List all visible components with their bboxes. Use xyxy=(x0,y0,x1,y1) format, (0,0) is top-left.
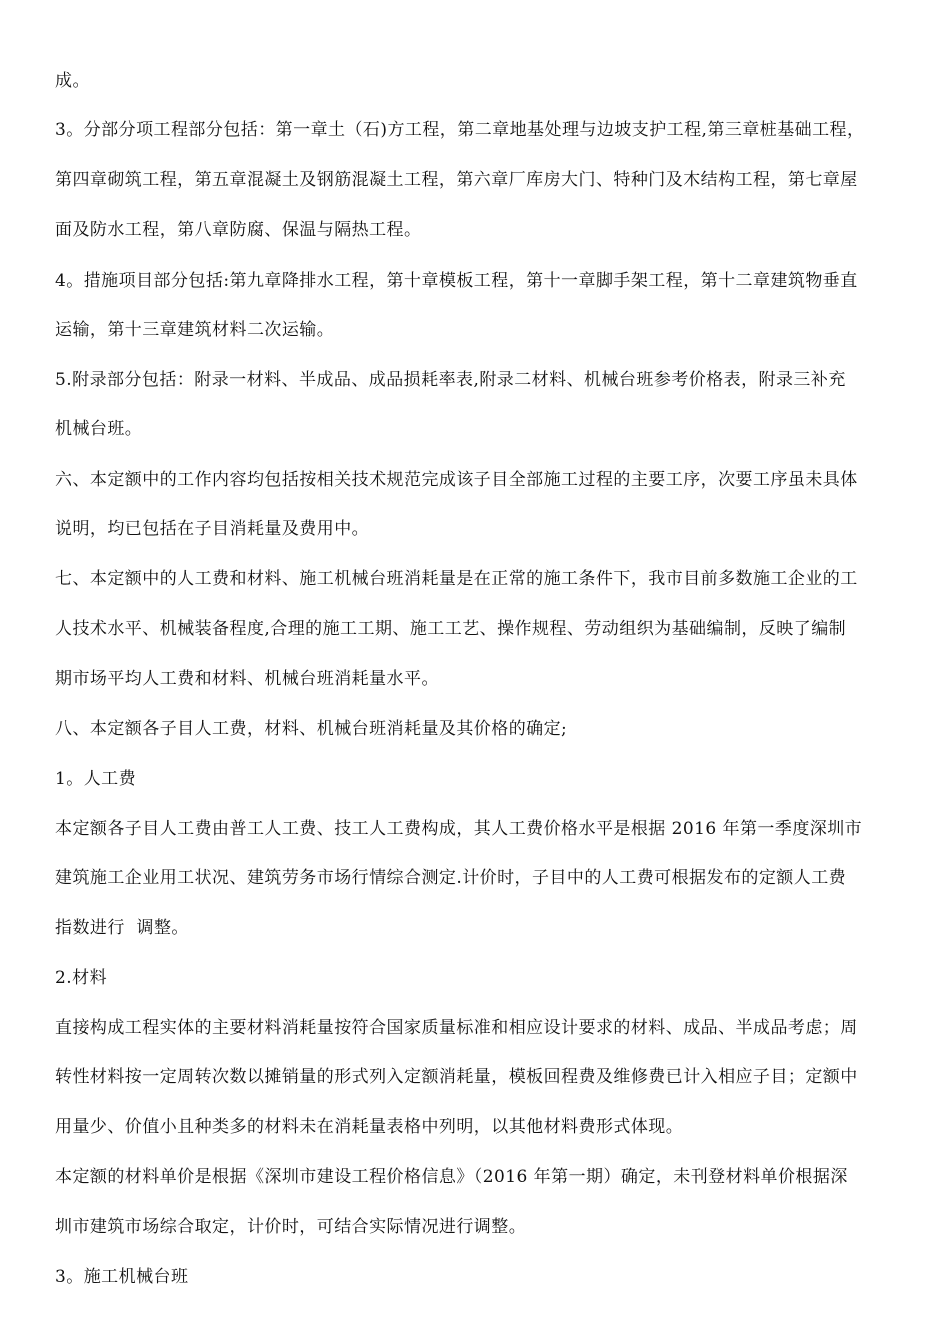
text-line: 八、本定额各子目人工费，材料、机械台班消耗量及其价格的确定; xyxy=(55,719,568,739)
text-line: 1。人工费 xyxy=(55,769,137,789)
text-line: 直接构成工程实体的主要材料消耗量按符合国家质量标准和相应设计要求的材料、成品、半成品考虑；周 xyxy=(55,1018,858,1038)
text-line: 说明，均已包括在子目消耗量及费用中。 xyxy=(55,519,370,539)
text-line: 3。施工机械台班 xyxy=(55,1267,189,1287)
text-line: 面及防水工程，第八章防腐、保温与隔热工程。 xyxy=(55,220,422,240)
text-line: 成。 xyxy=(55,71,90,91)
text-line: 七、本定额中的人工费和材料、施工机械台班消耗量是在正常的施工条件下，我市目前多数施工企业的工 xyxy=(55,569,858,589)
text-line: 期市场平均人工费和材料、机械台班消耗量水平。 xyxy=(55,669,439,689)
text-line: 本定额的材料单价是根据《深圳市建设工程价格信息》（2016 年第一期）确定，未刊登材料单价根据深 xyxy=(55,1167,848,1187)
text-line: 5.附录部分包括：附录一材料、半成品、成品损耗率表,附录二材料、机械台班参考价格表，附录三补充 xyxy=(55,370,846,390)
text-line: 4。措施项目部分包括:第九章降排水工程，第十章模板工程，第十一章脚手架工程，第十二章建筑物垂直 xyxy=(55,271,858,291)
text-line: 3。分部分项工程部分包括：第一章土（石)方工程，第二章地基处理与边坡支护工程,第三章桩基础工程， xyxy=(55,120,865,140)
text-line: 运输，第十三章建筑材料二次运输。 xyxy=(55,320,335,340)
text-line: 本定额各子目人工费由普工人工费、技工人工费构成，其人工费价格水平是根据 2016 年第一季度深圳市 xyxy=(55,819,863,839)
text-line: 指数进行 调整。 xyxy=(55,918,189,938)
text-line: 机械台班。 xyxy=(55,419,143,439)
text-line: 建筑施工企业用工状况、建筑劳务市场行情综合测定.计价时，子目中的人工费可根据发布的定额人工费 xyxy=(55,868,847,888)
text-line: 人技术水平、机械装备程度,合理的施工工期、施工工艺、操作规程、劳动组织为基础编制，反映了编制 xyxy=(55,619,847,639)
text-line: 第四章砌筑工程，第五章混凝土及钢筋混凝土工程，第六章厂库房大门、特种门及木结构工程，第七章屋 xyxy=(55,170,858,190)
text-line: 圳市建筑市场综合取定，计价时，可结合实际情况进行调整。 xyxy=(55,1217,527,1237)
text-line: 六、本定额中的工作内容均包括按相关技术规范完成该子目全部施工过程的主要工序，次要工序虽未具体 xyxy=(55,470,858,490)
text-line: 2.材料 xyxy=(55,968,108,988)
text-line: 转性材料按一定周转次数以摊销量的形式列入定额消耗量，模板回程费及维修费已计入相应子目；定额中 xyxy=(55,1067,858,1087)
text-line: 用量少、价值小且种类多的材料未在消耗量表格中列明，以其他材料费形式体现。 xyxy=(55,1117,684,1137)
